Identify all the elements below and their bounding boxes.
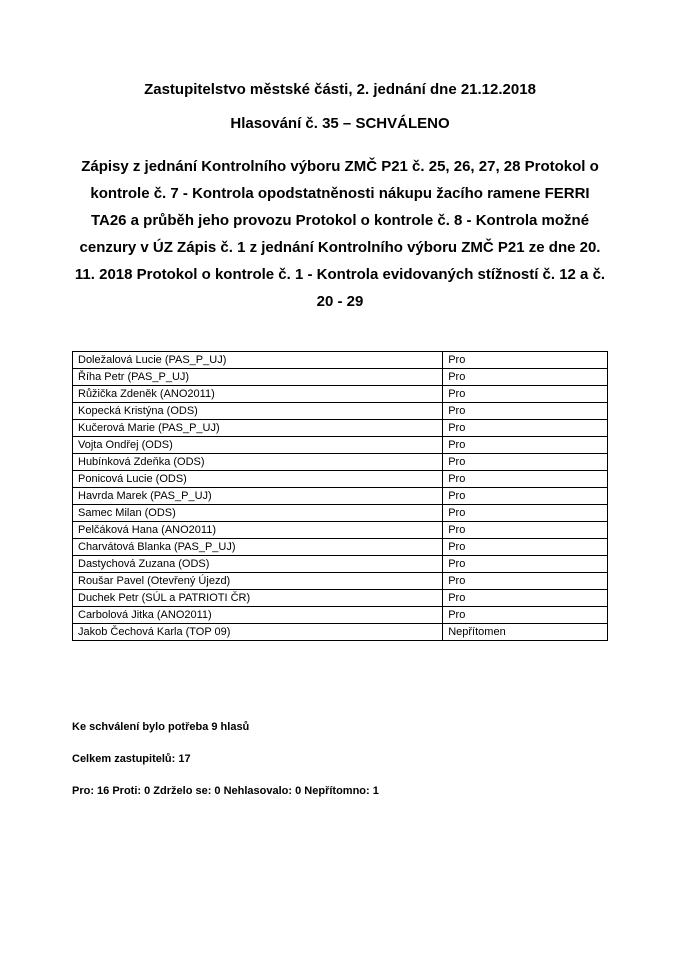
vote-value-cell: Pro: [443, 590, 608, 607]
vote-value-cell: Pro: [443, 556, 608, 573]
voter-name-cell: Doležalová Lucie (PAS_P_UJ): [73, 352, 443, 369]
table-row: [73, 437, 608, 454]
vote-value-cell: Pro: [443, 352, 608, 369]
table-row: [73, 556, 608, 573]
voter-name-cell: Jakob Čechová Karla (TOP 09): [73, 624, 443, 641]
voter-name-cell: Havrda Marek (PAS_P_UJ): [73, 488, 443, 505]
table-row: [73, 420, 608, 437]
vote-value-cell: Pro: [443, 386, 608, 403]
table-row: [73, 590, 608, 607]
document-header: [72, 80, 608, 315]
table-row: [73, 403, 608, 420]
voter-name-cell: Charvátová Blanka (PAS_P_UJ): [73, 539, 443, 556]
voter-name-cell: Samec Milan (ODS): [73, 505, 443, 522]
voter-name-cell: Carbolová Jitka (ANO2011): [73, 607, 443, 624]
total-members-line: Celkem zastupitelů: 17: [72, 753, 191, 765]
vote-value-cell: Pro: [443, 505, 608, 522]
table-row: [73, 505, 608, 522]
voter-name-cell: Hubínková Zdeňka (ODS): [73, 454, 443, 471]
page-title: Zastupitelstvo městské části, 2. jednání dne 21.12.2018: [144, 81, 536, 98]
vote-table: [72, 351, 608, 641]
vote-value-cell: Pro: [443, 573, 608, 590]
table-row: [73, 386, 608, 403]
table-row: [73, 607, 608, 624]
table-row: [73, 454, 608, 471]
required-votes-line: Ke schválení bylo potřeba 9 hlasů: [72, 721, 250, 733]
voter-name-cell: Kopecká Kristýna (ODS): [73, 403, 443, 420]
vote-value-cell: Pro: [443, 454, 608, 471]
vote-value-cell: Pro: [443, 420, 608, 437]
voter-name-cell: Dastychová Zuzana (ODS): [73, 556, 443, 573]
vote-tally-line: Pro: 16 Proti: 0 Zdrželo se: 0 Nehlasovalo: 0 Nepřítomno: 1: [72, 785, 379, 797]
vote-result-heading: Hlasování č. 35 – SCHVÁLENO: [230, 115, 450, 132]
table-row: [73, 488, 608, 505]
voter-name-cell: Roušar Pavel (Otevřený Újezd): [73, 573, 443, 590]
voter-name-cell: Pelčáková Hana (ANO2011): [73, 522, 443, 539]
table-row: [73, 624, 608, 641]
voter-name-cell: Kučerová Marie (PAS_P_UJ): [73, 420, 443, 437]
vote-value-cell: Pro: [443, 471, 608, 488]
vote-value-cell: Nepřítomen: [443, 624, 608, 641]
table-row: [73, 573, 608, 590]
voter-name-cell: Ponicová Lucie (ODS): [73, 471, 443, 488]
vote-subject-description: Zápisy z jednání Kontrolního výboru ZMČ P21 č. 25, 26, 27, 28 Protokol o kontrole č. 7 - Kontrola opodstatněnosti nákupu žacího ramene FERRI TA26 a průběh jeho provozu Protokol o kontrole č. 8 - Kontrola možné cenzury v ÚZ Zápis č. 1 z jednání Kontrolního výboru ZMČ P21 ze dne 20. 11. 2018 Protokol o kontrole č. 1 - Kontrola evidovaných stížností č. 12 a č. 20 - 29: [74, 158, 606, 310]
vote-value-cell: Pro: [443, 437, 608, 454]
vote-value-cell: Pro: [443, 369, 608, 386]
table-row: [73, 522, 608, 539]
vote-value-cell: Pro: [443, 539, 608, 556]
voter-name-cell: Růžička Zdeněk (ANO2011): [73, 386, 443, 403]
voter-name-cell: Říha Petr (PAS_P_UJ): [73, 369, 443, 386]
table-row: [73, 471, 608, 488]
table-row: [73, 369, 608, 386]
vote-value-cell: Pro: [443, 488, 608, 505]
voter-name-cell: Vojta Ondřej (ODS): [73, 437, 443, 454]
vote-value-cell: Pro: [443, 607, 608, 624]
table-row: [73, 352, 608, 369]
vote-table-body: [73, 352, 608, 641]
vote-summary: [72, 721, 608, 797]
table-row: [73, 539, 608, 556]
voter-name-cell: Duchek Petr (SÚL a PATRIOTI ČR): [73, 590, 443, 607]
vote-value-cell: Pro: [443, 403, 608, 420]
vote-value-cell: Pro: [443, 522, 608, 539]
